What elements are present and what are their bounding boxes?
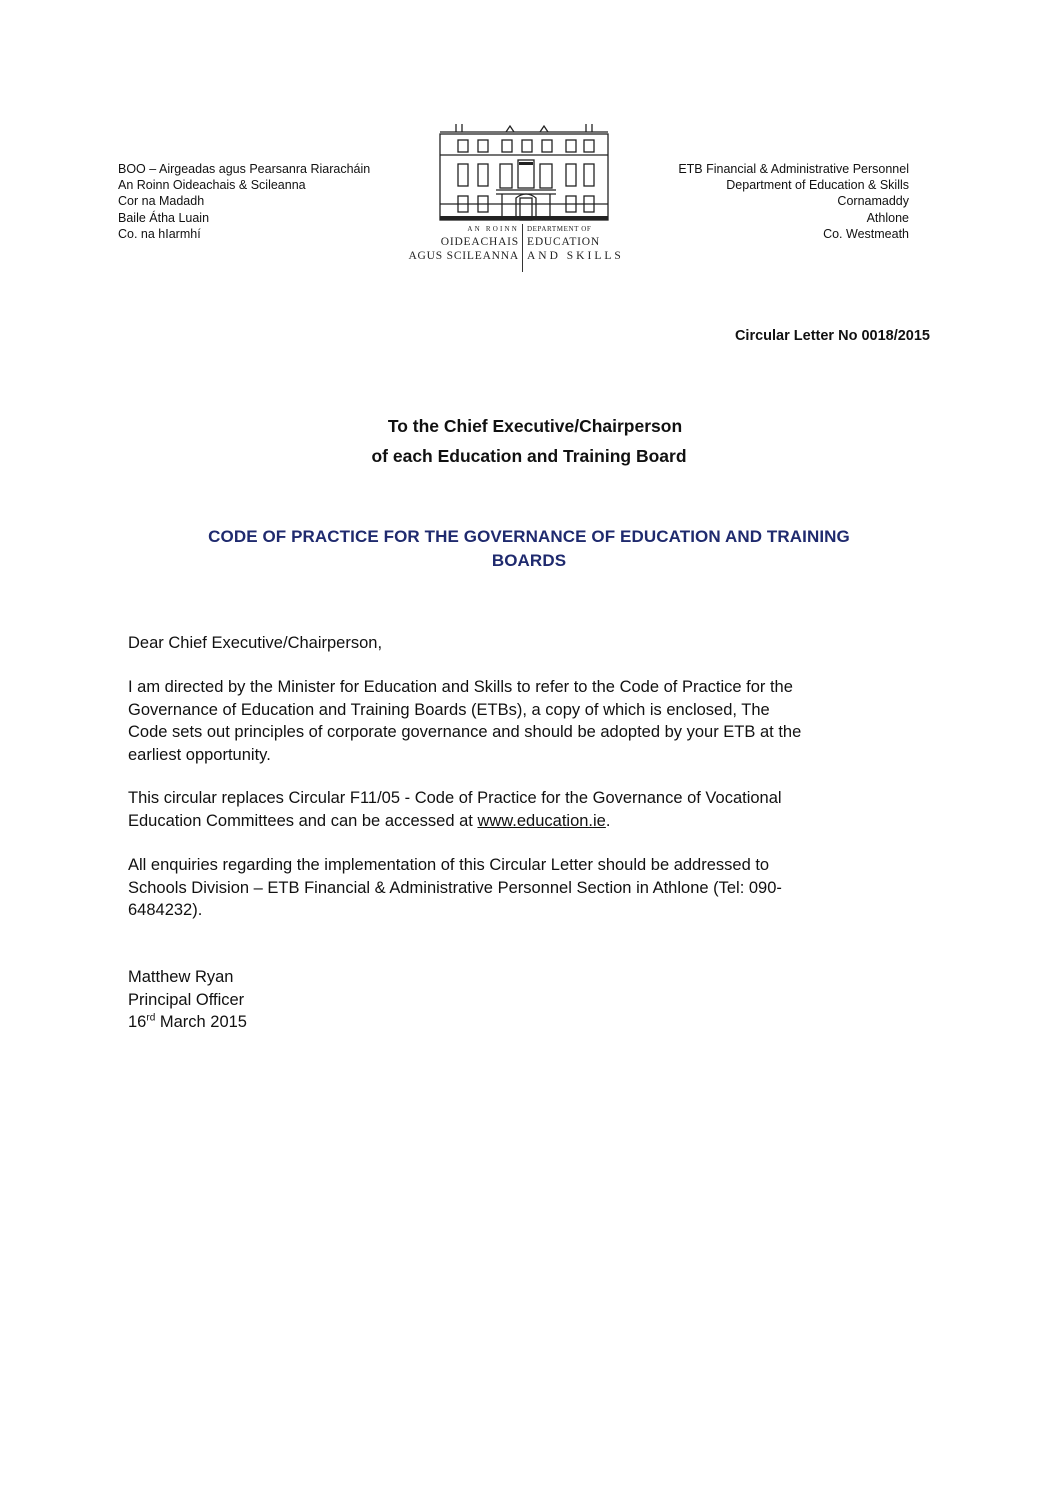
department-logo <box>398 120 650 276</box>
paragraph-line: Code sets out principles of corporate governance and should be adopted by your ETB at the <box>128 723 802 741</box>
circular-number: Circular Letter No 0018/2015 <box>734 328 930 344</box>
address-line: Athlone <box>866 210 909 225</box>
address-line: Cornamaddy <box>837 194 909 209</box>
text-span: . <box>605 811 611 830</box>
signatory-name: Matthew Ryan <box>128 968 234 986</box>
address-line: ETB Financial & Administrative Personnel <box>678 162 909 176</box>
address-line: BOO – Airgeadas agus Pearsanra Riaracháin <box>118 162 371 176</box>
address-line: Department of Education & Skills <box>726 178 909 193</box>
address-line: Co. Westmeath <box>823 226 909 241</box>
paragraph-replaces <box>128 787 928 832</box>
letter-date <box>128 1011 928 1034</box>
paragraph-line: All enquiries regarding the implementation of this Circular Letter should be addressed to <box>128 856 770 874</box>
paragraph-line <box>128 810 928 833</box>
text-span: Education Committees and can be accessed at <box>128 811 478 830</box>
address-line: An Roinn Oideachais & Scileanna <box>118 178 306 193</box>
logo-irish-line1: OIDEACHAIS <box>440 236 519 248</box>
paragraph-line: 6484232). <box>128 901 203 919</box>
date-rest: March 2015 <box>155 1013 247 1031</box>
address-line: Cor na Madadh <box>118 194 205 209</box>
paragraph-line: I am directed by the Minister for Education and Skills to refer to the Code of Practice for the <box>128 678 793 696</box>
recipient-line: To the Chief Executive/Chairperson <box>387 416 683 436</box>
education-website-link[interactable]: www.education.ie <box>477 811 606 830</box>
date-suffix: rd <box>146 1012 156 1024</box>
signature-block <box>128 966 928 1034</box>
paragraph-line: This circular replaces Circular F11/05 - Code of Practice for the Governance of Vocational <box>128 789 782 807</box>
salutation: Dear Chief Executive/Chairperson, <box>128 634 383 652</box>
logo-divider <box>522 224 523 272</box>
paragraph-line: earliest opportunity. <box>128 745 271 764</box>
title-line: BOARDS <box>491 551 567 570</box>
irish-address-block <box>118 161 370 242</box>
paragraph-line: Governance of Education and Training Boards (ETBs), a copy of which is enclosed, The <box>128 700 770 719</box>
paragraph-line: Schools Division – ETB Financial & Administrative Personnel Section in Athlone (Tel: 090- <box>128 878 782 897</box>
paragraph-enquiries <box>128 854 928 922</box>
document-title <box>120 525 938 573</box>
english-address-block <box>678 161 909 242</box>
logo-irish-text <box>398 224 519 263</box>
address-line: Baile Átha Luain <box>118 210 210 225</box>
address-line: Co. na hIarmhí <box>118 226 201 241</box>
logo-english-text <box>527 224 650 263</box>
logo-english-line1: EDUCATION <box>527 236 600 248</box>
recipient-line: of each Education and Training Board <box>371 446 687 466</box>
department-building-icon <box>436 120 612 222</box>
logo-english-line2: AND SKILLS <box>527 250 624 262</box>
signatory-position: Principal Officer <box>128 990 245 1009</box>
logo-irish-line2: AGUS SCILEANNA <box>408 250 519 262</box>
logo-english-small: DEPARTMENT OF <box>527 225 592 233</box>
paragraph-intro <box>128 676 928 766</box>
title-line: CODE OF PRACTICE FOR THE GOVERNANCE OF EDUCATION AND TRAINING <box>208 527 850 546</box>
logo-irish-small: AN ROINN <box>467 225 519 233</box>
date-day: 16 <box>128 1013 147 1031</box>
recipient-block <box>0 411 1058 471</box>
